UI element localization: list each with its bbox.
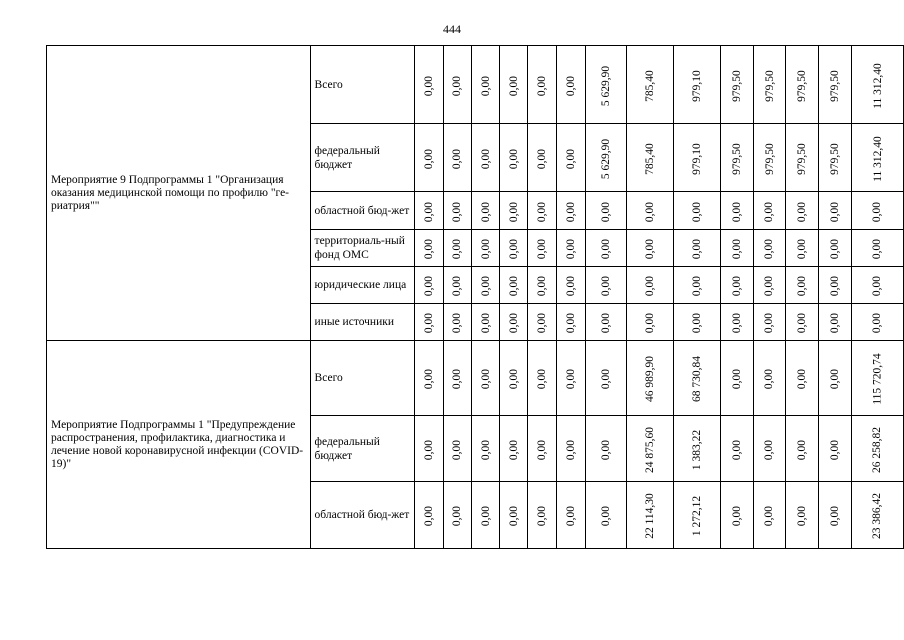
value-cell — [557, 46, 586, 124]
value-cell — [786, 304, 819, 341]
value-text: 0,00 — [507, 275, 520, 297]
value-text: 0,00 — [828, 439, 841, 460]
value-cell — [786, 416, 819, 482]
value-cell — [500, 192, 528, 230]
funding-source: федеральный бюджет — [310, 124, 414, 192]
funding-source: Всего — [310, 341, 414, 416]
value-cell — [818, 192, 851, 230]
value-cell — [818, 304, 851, 341]
value-text: 0,00 — [871, 312, 884, 334]
value-text: 0,00 — [479, 75, 492, 96]
value-text: 0,00 — [871, 238, 884, 260]
value-text: 0,00 — [730, 275, 743, 297]
value-cell — [674, 124, 721, 192]
value-cell — [627, 341, 674, 416]
value-cell — [528, 416, 557, 482]
value-cell — [414, 192, 443, 230]
budget-table — [46, 45, 904, 549]
value-text: 0,00 — [564, 312, 577, 334]
value-text: 0,00 — [599, 312, 612, 334]
value-cell — [528, 124, 557, 192]
value-cell — [472, 482, 500, 549]
value-text: 0,00 — [828, 312, 841, 334]
value-cell — [786, 482, 819, 549]
value-cell — [786, 267, 819, 304]
value-cell — [627, 46, 674, 124]
funding-source: иные источники — [310, 304, 414, 341]
value-text: 1 383,22 — [691, 429, 704, 470]
value-text: 0,00 — [564, 148, 577, 169]
value-text: 979,50 — [730, 69, 743, 102]
value-cell — [674, 46, 721, 124]
value-cell — [585, 124, 626, 192]
value-cell — [818, 46, 851, 124]
value-text: 0,00 — [536, 238, 549, 260]
value-cell — [721, 192, 754, 230]
value-cell — [500, 124, 528, 192]
value-text: 0,00 — [599, 238, 612, 260]
value-text: 979,50 — [796, 142, 809, 175]
value-text: 0,00 — [564, 75, 577, 96]
activity-title: Мероприятие Подпрограммы 1 "Предупреждение распространения, профилактика, диагностика и лечение новой коронавирусной инфекции (COVID-19)" — [47, 341, 311, 549]
value-text: 0,00 — [507, 238, 520, 260]
value-text: 0,00 — [730, 439, 743, 460]
value-text: 0,00 — [691, 275, 704, 297]
value-text: 26 258,82 — [871, 426, 884, 473]
value-text: 0,00 — [644, 201, 657, 222]
value-cell — [414, 304, 443, 341]
value-text: 0,00 — [507, 505, 520, 527]
value-cell — [851, 267, 903, 304]
value-text: 0,00 — [451, 439, 464, 460]
value-cell — [753, 267, 786, 304]
value-cell — [414, 267, 443, 304]
value-cell — [786, 46, 819, 124]
table-row — [47, 46, 904, 124]
value-text: 0,00 — [828, 238, 841, 260]
value-text: 0,00 — [422, 75, 435, 96]
value-cell — [443, 46, 472, 124]
value-text: 23 386,42 — [871, 493, 884, 539]
value-cell — [627, 124, 674, 192]
value-cell — [753, 192, 786, 230]
value-cell — [443, 416, 472, 482]
value-cell — [414, 230, 443, 267]
value-cell — [528, 267, 557, 304]
value-text: 0,00 — [507, 148, 520, 169]
value-text: 0,00 — [828, 368, 841, 390]
value-text: 0,00 — [451, 312, 464, 334]
value-text: 0,00 — [451, 201, 464, 222]
page-number: 444 — [443, 22, 461, 36]
value-text: 0,00 — [564, 275, 577, 297]
funding-source: федеральный бюджет — [310, 416, 414, 482]
value-text: 0,00 — [796, 275, 809, 297]
value-text: 115 720,74 — [871, 353, 884, 405]
value-text: 0,00 — [479, 148, 492, 169]
funding-source: областной бюд-жет — [310, 482, 414, 549]
value-cell — [721, 124, 754, 192]
value-cell — [528, 46, 557, 124]
value-cell — [414, 416, 443, 482]
value-cell — [786, 124, 819, 192]
value-text: 11 312,40 — [871, 135, 884, 182]
value-text: 0,00 — [730, 368, 743, 390]
value-text: 0,00 — [422, 148, 435, 169]
value-cell — [585, 304, 626, 341]
value-cell — [443, 192, 472, 230]
value-cell — [443, 341, 472, 416]
value-text: 0,00 — [599, 201, 612, 222]
value-cell — [585, 341, 626, 416]
value-cell — [472, 304, 500, 341]
value-text: 979,10 — [691, 69, 704, 102]
value-text: 0,00 — [763, 238, 776, 260]
value-text: 0,00 — [536, 312, 549, 334]
value-text: 0,00 — [796, 505, 809, 527]
value-text: 0,00 — [644, 238, 657, 260]
value-text: 0,00 — [422, 201, 435, 222]
value-text: 0,00 — [599, 439, 612, 460]
value-text: 5 629,90 — [599, 65, 612, 106]
value-text: 0,00 — [479, 368, 492, 390]
value-text: 0,00 — [422, 238, 435, 260]
value-cell — [674, 416, 721, 482]
value-cell — [851, 124, 903, 192]
value-text: 0,00 — [730, 201, 743, 222]
value-text: 0,00 — [536, 439, 549, 460]
value-cell — [627, 416, 674, 482]
funding-source: территориаль-ный фонд ОМС — [310, 230, 414, 267]
value-cell — [585, 267, 626, 304]
value-text: 0,00 — [828, 201, 841, 222]
value-text: 0,00 — [564, 439, 577, 460]
value-text: 0,00 — [536, 75, 549, 96]
value-text: 979,50 — [828, 69, 841, 102]
value-cell — [500, 341, 528, 416]
value-text: 0,00 — [763, 368, 776, 390]
value-text: 0,00 — [691, 238, 704, 260]
value-text: 0,00 — [479, 238, 492, 260]
value-cell — [851, 46, 903, 124]
value-text: 0,00 — [691, 312, 704, 334]
value-cell — [627, 482, 674, 549]
value-cell — [585, 416, 626, 482]
value-cell — [557, 267, 586, 304]
value-text: 0,00 — [599, 505, 612, 527]
value-cell — [557, 416, 586, 482]
value-cell — [674, 482, 721, 549]
value-cell — [721, 46, 754, 124]
value-cell — [818, 416, 851, 482]
value-text: 0,00 — [479, 275, 492, 297]
value-cell — [414, 124, 443, 192]
value-text: 0,00 — [451, 368, 464, 390]
value-text: 0,00 — [422, 275, 435, 297]
value-cell — [721, 230, 754, 267]
value-cell — [786, 192, 819, 230]
value-cell — [443, 482, 472, 549]
value-cell — [472, 192, 500, 230]
value-cell — [585, 230, 626, 267]
value-cell — [557, 124, 586, 192]
value-text: 0,00 — [763, 275, 776, 297]
value-text: 0,00 — [479, 201, 492, 222]
value-text: 0,00 — [796, 238, 809, 260]
value-cell — [721, 416, 754, 482]
value-text: 0,00 — [730, 312, 743, 334]
value-cell — [753, 482, 786, 549]
value-text: 979,50 — [828, 142, 841, 175]
value-cell — [674, 267, 721, 304]
value-text: 0,00 — [828, 505, 841, 527]
value-cell — [753, 304, 786, 341]
value-text: 0,00 — [507, 439, 520, 460]
value-text: 0,00 — [871, 275, 884, 297]
value-text: 0,00 — [422, 439, 435, 460]
value-text: 0,00 — [730, 505, 743, 527]
value-cell — [674, 192, 721, 230]
value-cell — [414, 46, 443, 124]
value-text: 0,00 — [451, 75, 464, 96]
value-cell — [472, 267, 500, 304]
value-cell — [500, 230, 528, 267]
value-cell — [443, 124, 472, 192]
value-cell — [674, 304, 721, 341]
value-cell — [557, 482, 586, 549]
value-cell — [500, 267, 528, 304]
funding-source: Всего — [310, 46, 414, 124]
value-text: 0,00 — [564, 201, 577, 222]
value-text: 0,00 — [507, 201, 520, 222]
value-text: 785,40 — [644, 69, 657, 102]
value-cell — [818, 267, 851, 304]
value-text: 0,00 — [507, 312, 520, 334]
value-text: 0,00 — [536, 148, 549, 169]
value-cell — [627, 192, 674, 230]
value-cell — [528, 192, 557, 230]
value-cell — [585, 482, 626, 549]
value-cell — [851, 230, 903, 267]
value-text: 0,00 — [564, 368, 577, 390]
value-text: 0,00 — [507, 75, 520, 96]
value-cell — [585, 46, 626, 124]
value-cell — [674, 230, 721, 267]
value-cell — [557, 304, 586, 341]
value-text: 0,00 — [451, 238, 464, 260]
value-cell — [818, 341, 851, 416]
value-text: 0,00 — [796, 439, 809, 460]
value-text: 0,00 — [422, 368, 435, 390]
value-text: 0,00 — [479, 505, 492, 527]
value-cell — [500, 304, 528, 341]
value-cell — [818, 482, 851, 549]
value-text: 46 989,90 — [644, 356, 657, 402]
value-cell — [674, 341, 721, 416]
value-text: 0,00 — [536, 275, 549, 297]
value-text: 11 312,40 — [871, 62, 884, 109]
value-text: 22 114,30 — [644, 493, 657, 539]
value-cell — [585, 192, 626, 230]
value-cell — [627, 230, 674, 267]
value-text: 0,00 — [763, 201, 776, 222]
value-cell — [753, 416, 786, 482]
value-text: 979,50 — [796, 69, 809, 102]
value-cell — [500, 46, 528, 124]
value-cell — [753, 46, 786, 124]
funding-source: юридические лица — [310, 267, 414, 304]
value-cell — [528, 304, 557, 341]
value-text: 0,00 — [796, 312, 809, 334]
value-text: 0,00 — [451, 505, 464, 527]
value-text: 979,50 — [730, 142, 743, 175]
value-text: 5 629,90 — [599, 138, 612, 179]
value-cell — [721, 267, 754, 304]
value-text: 0,00 — [536, 505, 549, 527]
value-cell — [414, 482, 443, 549]
value-text: 0,00 — [479, 439, 492, 460]
value-cell — [851, 416, 903, 482]
value-cell — [818, 230, 851, 267]
value-cell — [753, 341, 786, 416]
value-cell — [414, 341, 443, 416]
value-text: 785,40 — [644, 142, 657, 175]
value-cell — [851, 482, 903, 549]
value-text: 0,00 — [871, 201, 884, 222]
value-cell — [627, 304, 674, 341]
value-text: 68 730,84 — [691, 356, 704, 402]
value-text: 0,00 — [599, 368, 612, 390]
value-text: 0,00 — [422, 505, 435, 527]
value-cell — [443, 230, 472, 267]
value-text: 0,00 — [644, 312, 657, 334]
value-text: 979,10 — [691, 142, 704, 175]
value-cell — [851, 192, 903, 230]
value-text: 979,50 — [763, 69, 776, 102]
table-row — [47, 341, 904, 416]
activity-title: Мероприятие 9 Подпрограммы 1 "Организация оказания медицинской помощи по профилю "ге-риатрия"" — [47, 46, 311, 341]
value-cell — [557, 341, 586, 416]
value-cell — [753, 230, 786, 267]
value-text: 0,00 — [796, 201, 809, 222]
funding-source: областной бюд-жет — [310, 192, 414, 230]
value-cell — [443, 267, 472, 304]
value-text: 0,00 — [536, 201, 549, 222]
value-cell — [472, 416, 500, 482]
value-text: 0,00 — [536, 368, 549, 390]
value-cell — [786, 230, 819, 267]
value-cell — [472, 341, 500, 416]
value-text: 0,00 — [644, 275, 657, 297]
value-text: 979,50 — [763, 142, 776, 175]
value-cell — [557, 230, 586, 267]
value-text: 0,00 — [691, 201, 704, 222]
value-text: 0,00 — [422, 312, 435, 334]
value-text: 0,00 — [828, 275, 841, 297]
value-text: 0,00 — [564, 238, 577, 260]
value-cell — [472, 46, 500, 124]
value-cell — [721, 341, 754, 416]
value-cell — [528, 341, 557, 416]
value-cell — [851, 304, 903, 341]
value-cell — [472, 230, 500, 267]
value-cell — [528, 230, 557, 267]
value-cell — [443, 304, 472, 341]
value-cell — [753, 124, 786, 192]
value-cell — [786, 341, 819, 416]
value-text: 0,00 — [796, 368, 809, 390]
value-text: 24 875,60 — [644, 426, 657, 473]
value-text: 1 272,12 — [691, 495, 704, 537]
value-cell — [721, 304, 754, 341]
value-cell — [851, 341, 903, 416]
value-text: 0,00 — [451, 148, 464, 169]
value-text: 0,00 — [507, 368, 520, 390]
value-cell — [557, 192, 586, 230]
value-text: 0,00 — [564, 505, 577, 527]
value-text: 0,00 — [479, 312, 492, 334]
value-cell — [500, 482, 528, 549]
value-text: 0,00 — [763, 505, 776, 527]
value-text: 0,00 — [451, 275, 464, 297]
value-cell — [472, 124, 500, 192]
value-text: 0,00 — [763, 439, 776, 460]
value-cell — [721, 482, 754, 549]
value-cell — [500, 416, 528, 482]
value-text: 0,00 — [763, 312, 776, 334]
value-cell — [528, 482, 557, 549]
value-text: 0,00 — [599, 275, 612, 297]
value-cell — [818, 124, 851, 192]
value-cell — [627, 267, 674, 304]
value-text: 0,00 — [730, 238, 743, 260]
